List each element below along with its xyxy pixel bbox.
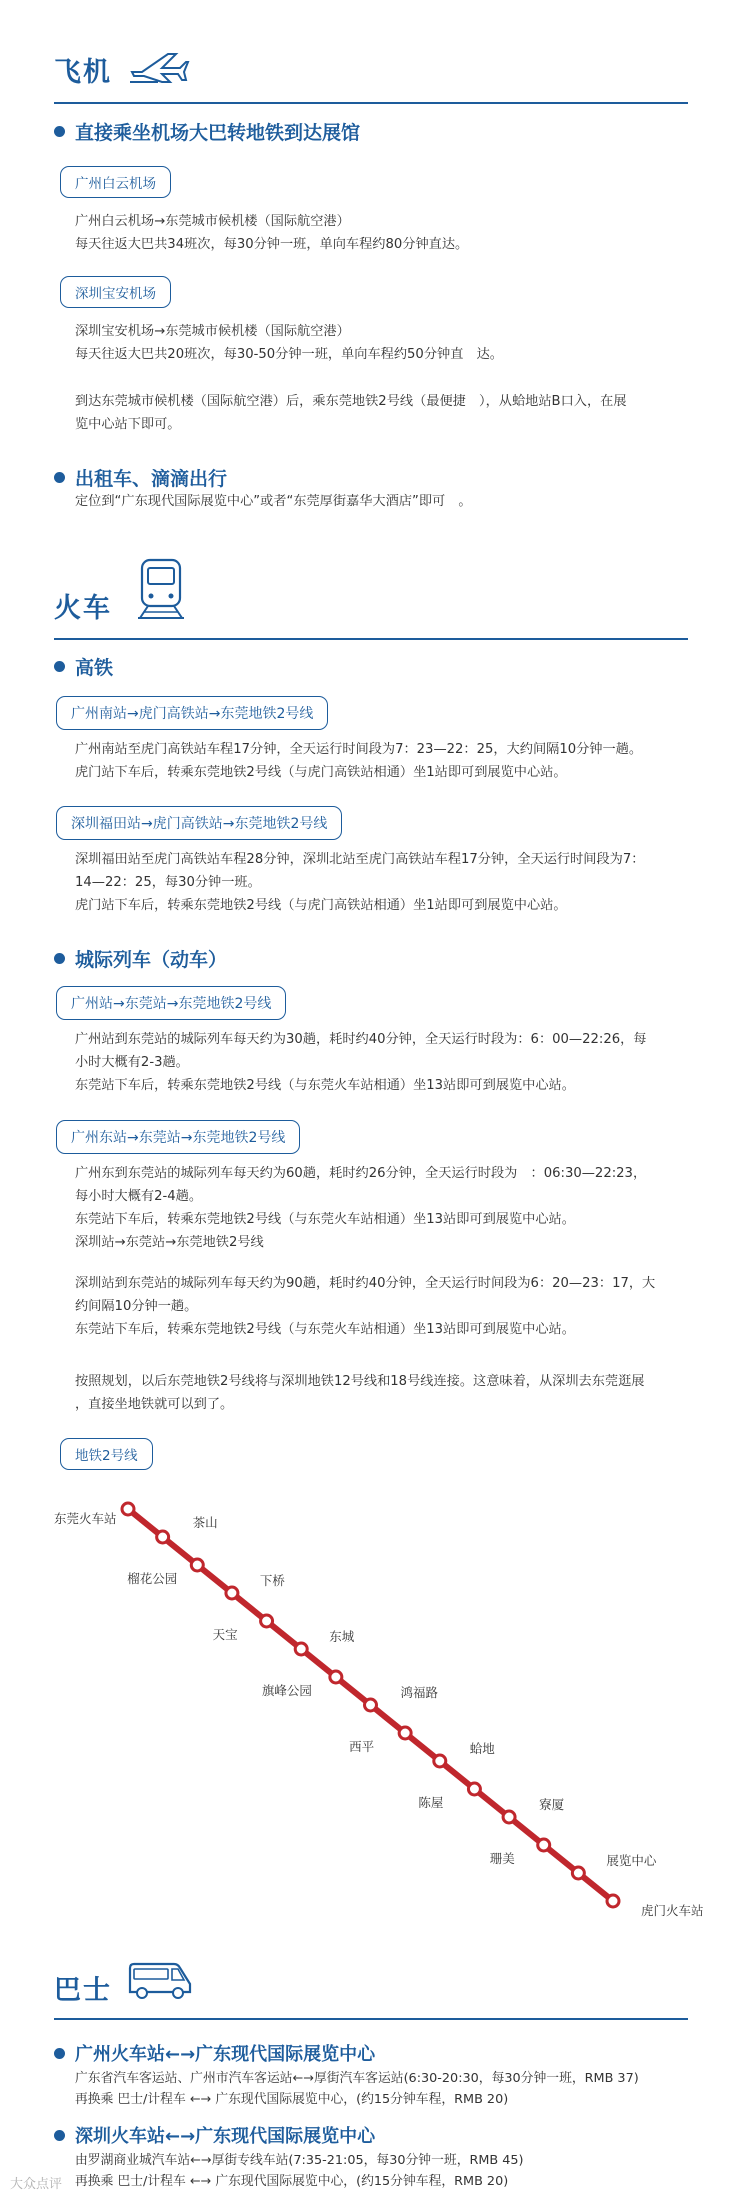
metro-station-dot [295,1643,307,1655]
bullet-taxi [54,464,227,491]
para-baoan [75,320,687,366]
bullet-airport-bus [54,118,360,145]
metro-station-dot [434,1755,446,1767]
para-line: 由罗湖商业城汽车站←→厚街专线车站(7:35-21:05，每30分钟一班，RMB 45) [75,2153,524,2168]
para-line: 广州站到东莞站的城际列车每天约为30趟，耗时约40分钟，全天运行时段为：6：00—22:26，每 [75,1032,647,1047]
para-line: 虎门站下车后，转乘东莞地铁2号线（与虎门高铁站相通）坐1站即可到展览中心站。 [75,898,567,913]
metro-station-label: 西平 [349,1739,375,1754]
metro-station-label: 东城 [329,1629,355,1644]
metro-station-dot [157,1531,169,1543]
para-shenzhen-futian [75,848,687,917]
para-guangzhou-bus [75,2068,695,2110]
metro-station-dot [607,1895,619,1907]
bullet-dot [54,2130,65,2141]
tag-shenzhen-futian: 深圳福田站→虎门高铁站→东莞地铁2号线 [56,806,342,840]
bullet-dot [54,661,65,672]
section-title-bus: 巴士 [54,1975,112,2006]
bullet-airport-bus-text: 直接乘坐机场大巴转地铁到达展馆 [75,122,361,144]
para-baiyun [75,210,687,256]
metro-station-dot [468,1783,480,1795]
metro-station-label: 东莞火车站 [54,1511,117,1526]
para-shenzhen-bus [75,2150,695,2192]
metro-station-dot [572,1867,584,1879]
metro-station-label: 榴花公园 [127,1571,178,1586]
metro-station-dot [399,1727,411,1739]
bullet-shenzhen-bus [54,2122,375,2148]
para-line: 再换乘 巴士/计程车 ←→ 广东现代国际展览中心，(约15分钟车程，RMB 20) [75,2174,509,2189]
metro-station-dot [261,1615,273,1627]
section-title-plane: 飞机 [54,57,112,88]
para-line: 14—22：25，每30分钟一班。 [75,875,261,890]
metro-station-dot [503,1811,515,1823]
metro-station-dot [330,1671,342,1683]
para-guangzhou-station [75,1028,687,1097]
para-line: 东莞站下车后，转乘东莞地铁2号线（与东莞火车站相通）坐13站即可到展览中心站。 [75,1212,575,1227]
para-line: 小时大概有2-3趟。 [75,1055,189,1070]
train-icon [136,556,186,622]
para-line: 每天往返大巴共20班次，每30-50分钟一班，单向车程约50分钟直 达。 [75,347,503,362]
para-line: 到达东莞城市候机楼（国际航空港）后，乘东莞地铁2号线（最便捷 ），从蛤地站B口入，在展 [75,394,627,409]
para-line: 东莞站下车后，转乘东莞地铁2号线（与东莞火车站相通）坐13站即可到展览中心站。 [75,1322,575,1337]
tag-guangzhou-station: 广州站→东莞站→东莞地铁2号线 [56,986,286,1020]
metro-station-dot [365,1699,377,1711]
para-line: 深圳站到东莞站的城际列车每天约为90趟，耗时约40分钟，全天运行时间段为6：20—23：17，大 [75,1276,656,1291]
para-taxi [75,490,687,513]
bullet-dot [54,2048,65,2059]
para-line: 定位到“广东现代国际展览中心”或者“东莞厚街嘉华大酒店”即可 。 [75,494,472,509]
para-line: 再换乘 巴士/计程车 ←→ 广东现代国际展览中心，(约15分钟车程，RMB 20) [75,2092,509,2107]
metro-station-dot [122,1503,134,1515]
bus-icon [126,1960,194,2000]
rule-bus [54,2018,688,2020]
tag-baiyun-airport: 广州白云机场 [60,166,171,198]
para-line: 深圳站→东莞站→东莞地铁2号线 [75,1235,264,1250]
tag-metro-line-2: 地铁2号线 [60,1438,153,1470]
para-line: 虎门站下车后，转乘东莞地铁2号线（与虎门高铁站相通）坐1站即可到展览中心站。 [75,765,567,780]
para-line: 约间隔10分钟一趟。 [75,1299,198,1314]
watermark: 大众点评 [10,2177,63,2192]
para-line: 广东省汽车客运站、广州市汽车客运站←→厚街汽车客运站(6:30-20:30，每30分钟一班，RMB 37) [75,2071,639,2086]
metro-station-label: 寮厦 [539,1797,565,1812]
bullet-gaotie-text: 高铁 [75,657,114,679]
bullet-dot [54,953,65,964]
para-line: ，直接坐地铁就可以到了。 [75,1397,234,1412]
para-line: 每天往返大巴共34班次，每30分钟一班，单向车程约80分钟直达。 [75,237,469,252]
metro-station-label: 蛤地 [469,1741,495,1756]
metro-station-label: 旗峰公园 [261,1683,312,1698]
bullet-gaotie [54,653,113,680]
para-plan [75,1370,687,1416]
para-line: 深圳宝安机场→东莞城市候机楼（国际航空港） [75,324,350,339]
metro-station-label: 陈屋 [418,1795,444,1810]
para-line: 览中心站下即可。 [75,417,181,432]
metro-station-dot [538,1839,550,1851]
metro-station-label: 茶山 [192,1515,218,1530]
metro-station-dot [226,1587,238,1599]
para-line: 广州白云机场→东莞城市候机楼（国际航空港） [75,214,350,229]
para-guangzhou-south [75,738,687,784]
metro-station-label: 珊美 [489,1851,515,1866]
para-line: 深圳福田站至虎门高铁站车程28分钟，深圳北站至虎门高铁站车程17分钟，全天运行时间段为7： [75,852,645,867]
bullet-dot [54,472,65,483]
para-shenzhen-station [75,1272,687,1341]
metro-station-label: 虎门火车站 [641,1903,704,1918]
para-guangzhou-east [75,1162,687,1254]
bullet-guangzhou-bus-text: 广州火车站←→广东现代国际展览中心 [75,2044,376,2065]
rule-plane [54,102,688,104]
metro-station-dot [191,1559,203,1571]
para-line: 按照规划，以后东莞地铁2号线将与深圳地铁12号线和18号线连接。这意味着，从深圳去东莞逛展 [75,1374,645,1389]
para-line: 东莞站下车后，转乘东莞地铁2号线（与东莞火车站相通）坐13站即可到展览中心站。 [75,1078,575,1093]
para-line: 每小时大概有2-4趟。 [75,1189,203,1204]
para-line: 广州南站至虎门高铁站车程17分钟，全天运行时间段为7：23—22：25，大约间隔10分钟一趟。 [75,742,643,757]
bullet-shenzhen-bus-text: 深圳火车站←→广东现代国际展览中心 [75,2126,376,2147]
rule-train [54,638,688,640]
bullet-intercity-text: 城际列车（动车） [75,949,228,971]
tag-guangzhou-south: 广州南站→虎门高铁站→东莞地铁2号线 [56,696,328,730]
bullet-dot [54,126,65,137]
metro-station-label: 天宝 [212,1627,238,1642]
bullet-intercity [54,945,227,972]
airplane-icon [128,48,190,84]
tag-guangzhou-east: 广州东站→东莞站→东莞地铁2号线 [56,1120,300,1154]
section-title-train: 火车 [54,593,112,624]
bullet-taxi-text: 出租车、滴滴出行 [75,468,228,490]
bullet-guangzhou-bus [54,2040,375,2066]
metro-station-label: 下桥 [259,1573,285,1588]
metro-station-label: 展览中心 [606,1853,657,1868]
metro-station-label: 鸿福路 [400,1685,439,1700]
tag-baoan-airport: 深圳宝安机场 [60,276,171,308]
para-line: 广州东到东莞站的城际列车每天约为60趟，耗时约26分钟，全天运行时段为 ：06:30—22:23， [75,1166,647,1181]
para-transfer [75,390,687,436]
